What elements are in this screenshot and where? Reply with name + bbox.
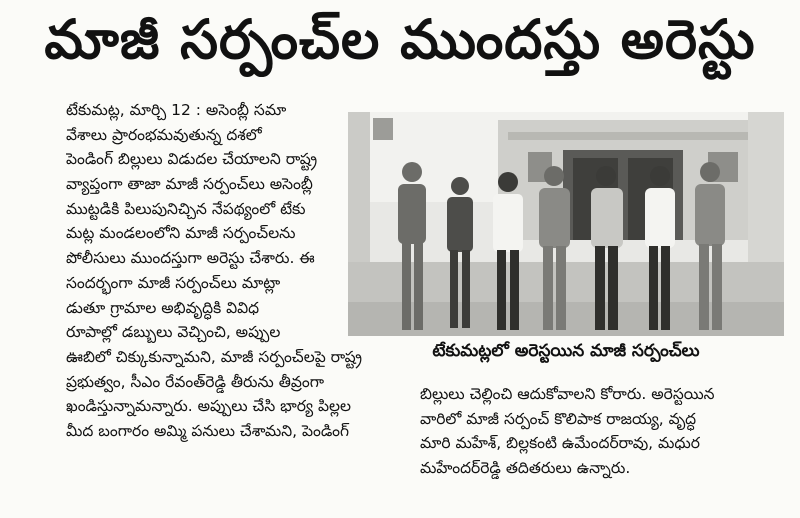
body-line: పోలీసులు ముందస్తుగా అరెస్టు చేశారు. ఈ — [66, 249, 315, 268]
body-line: రూపాల్లో డబ్బులు వెచ్చించి, అప్పుల — [66, 323, 281, 342]
headline: మాజీ సర్పంచ్‌ల ముందస్తు అరెస్టు — [44, 7, 756, 71]
article-body-right — [420, 382, 782, 508]
photo-caption: టేకుమట్లలో అరెస్టయిన మాజీ సర్పంచ్‌లు — [432, 341, 700, 361]
article-body-left — [66, 98, 396, 508]
body-line: మారి మహేశ్, బిల్లకంటి ఉమేందర్‌రావు, మధుర — [420, 434, 700, 453]
body-line: ఖండిస్తున్నామన్నారు. అప్పులు చేసి భార్య పిల్లల — [66, 397, 351, 416]
body-line: వ్యాప్తంగా తాజా మాజీ సర్పంచ్‌లు అసెంబ్లీ — [66, 175, 313, 194]
body-line: ఊబిలో చిక్కుకున్నామని, మాజీ సర్పంచ్‌లపై రాష్ట్ర — [66, 347, 363, 366]
body-line: డుతూ గ్రామాల అభివృద్ధికి వివిధ — [66, 298, 260, 317]
body-line: పెండింగ్ బిల్లులు విడుదల చేయాలని రాష్ట్ర — [66, 150, 318, 169]
body-line: ముట్టడికి పిలుపునిచ్చిన నేపథ్యంలో టేకు — [66, 199, 306, 218]
body-line: టేకుమట్ల, మార్చి 12 : అసెంబ్లీ సమా — [66, 101, 287, 119]
body-line: మహేందర్‌రెడ్డి తదితరులు ఉన్నారు. — [420, 459, 631, 478]
body-line: సందర్భంగా మాజీ సర్పంచ్‌లు మాట్లా — [66, 273, 281, 292]
news-photo — [348, 112, 784, 336]
news-photo-image — [348, 112, 784, 336]
body-line: వారిలో మాజీ సర్పంచ్ కొలిపాక రాజయ్య, వృద్ధ — [420, 409, 697, 428]
body-line: మీద బంగారం అమ్మి పనులు చేశామని, పెండింగ్ — [66, 421, 350, 440]
body-line: ప్రభుత్వం, సీఎం రేవంత్‌రెడ్డి తీరును తీవ్రంగా — [66, 372, 324, 391]
body-line: వేశాలు ప్రారంభమవుతున్న దశలో — [66, 125, 262, 144]
body-line: బిల్లులు చెల్లించి ఆదుకోవాలని కోరారు. అరెస్టయిన — [420, 385, 715, 403]
body-line: మట్ల మండలంలోని మాజీ సర్పంచ్‌లను — [66, 224, 296, 243]
